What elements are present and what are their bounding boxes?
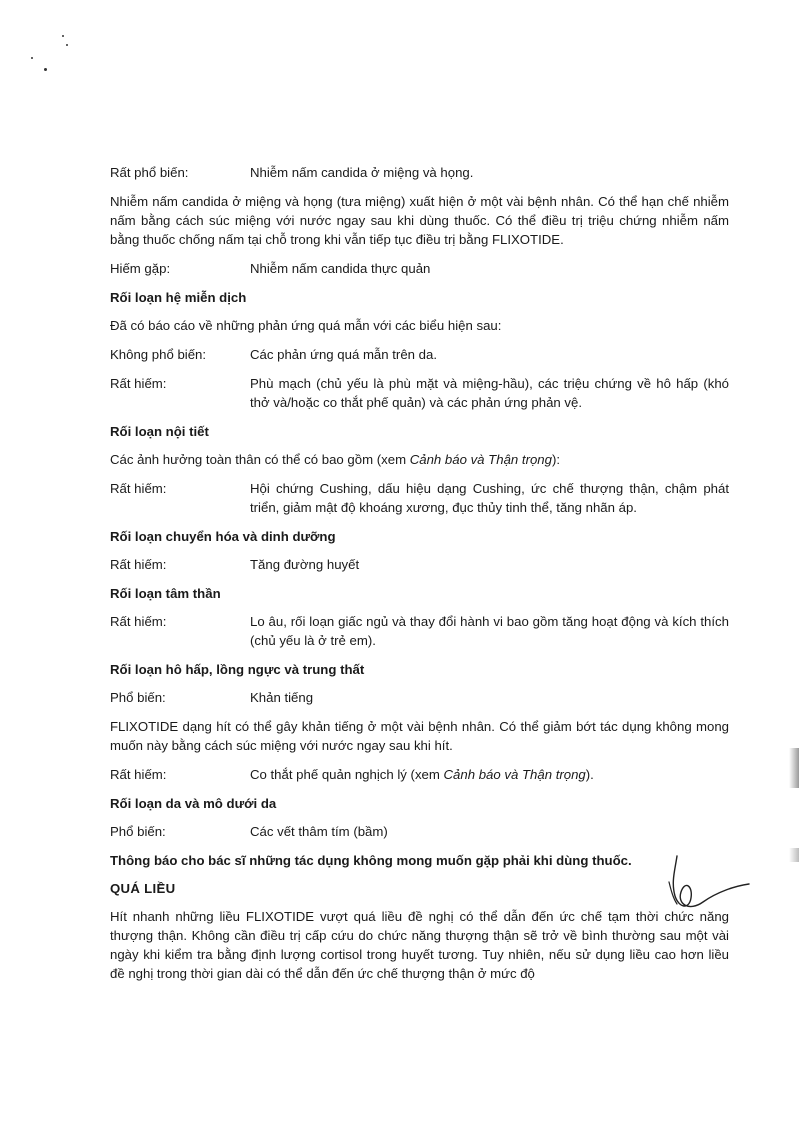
scan-edge-mark — [789, 848, 799, 862]
paragraph: Đã có báo cáo về những phản ứng quá mẫn với các biểu hiện sau: — [110, 318, 502, 333]
frequency-row — [110, 479, 729, 517]
frequency-label: Hiếm gặp: — [110, 261, 171, 276]
scan-edge-mark — [789, 748, 799, 788]
frequency-label: Rất phổ biến: — [110, 165, 189, 180]
text-span: ): — [551, 452, 561, 467]
frequency-label: Rất hiếm: — [110, 767, 167, 782]
frequency-row — [110, 163, 729, 182]
section-heading: Rối loạn nội tiết — [110, 424, 209, 439]
effect-text: Nhiễm nấm candida ở miệng và họng. — [250, 165, 474, 180]
scan-speck — [31, 57, 33, 59]
text-span: Co thắt phế quản nghịch lý (xem — [250, 767, 444, 782]
effect-text — [250, 765, 729, 784]
frequency-label: Rất hiếm: — [110, 481, 167, 496]
frequency-label: Rất hiếm: — [110, 614, 167, 629]
section-heading-overdose: QUÁ LIỀU — [110, 881, 176, 896]
effect-text: Các phản ứng quá mẫn trên da. — [250, 347, 437, 362]
scan-speck — [44, 68, 47, 71]
frequency-label: Không phổ biến: — [110, 347, 207, 362]
frequency-label: Rất hiếm: — [110, 557, 167, 572]
section-heading: Rối loạn tâm thần — [110, 586, 221, 601]
frequency-label: Phổ biến: — [110, 690, 166, 705]
frequency-row — [110, 555, 729, 574]
effect-text: Các vết thâm tím (bầm) — [250, 824, 388, 839]
doctor-notice: Thông báo cho bác sĩ những tác dụng không mong muốn gặp phải khi dùng thuốc. — [110, 853, 632, 868]
paragraph: Nhiễm nấm candida ở miệng và họng (tưa miệng) xuất hiện ở một vài bệnh nhân. Có thể hạn chế nhiễm nấm bằng cách súc miệng với nước ngay sau khi dùng thuốc. Có thể điều trị triệu chứng nhiễm nấm bằng thuốc chống nấm tại chỗ trong khi vẫn tiếp tục điều trị bằng FLIXOTIDE. — [110, 194, 729, 247]
section-heading: Rối loạn chuyển hóa và dinh dưỡng — [110, 529, 336, 544]
text-span: Các ảnh hưởng toàn thân có thể có bao gồm (xem — [110, 452, 410, 467]
effect-text: Lo âu, rối loạn giấc ngủ và thay đổi hành vi bao gồm tăng hoạt động và kích thích (chủ yếu là ở trẻ em). — [250, 614, 729, 648]
frequency-label: Rất hiếm: — [110, 376, 167, 391]
cross-reference: Cảnh báo và Thận trọng — [443, 767, 586, 782]
frequency-row — [110, 688, 729, 707]
paragraph: Hít nhanh những liều FLIXOTIDE vượt quá liều đề nghị có thể dẫn đến ức chế tạm thời chức năng thượng thận. Không cần điều trị cấp cứu do chức năng thượng thận sẽ trở về bình thường sau một vài ngày khi kiểm tra bằng định lượng cortisol trong huyết tương. Tuy nhiên, nếu sử dụng liều cao hơn liều đề nghị trong thời gian dài có thể dẫn đến ức chế thượng thận ở mức độ — [110, 909, 729, 981]
document-page — [110, 163, 729, 993]
scan-speck — [62, 35, 64, 37]
handwritten-signature — [655, 852, 755, 922]
frequency-row — [110, 612, 729, 650]
effect-text: Phù mạch (chủ yếu là phù mặt và miệng-hầu), các triệu chứng về hô hấp (khó thở và/hoặc co thắt phế quản) và các phản ứng phản vệ. — [250, 376, 729, 410]
section-heading: Rối loạn da và mô dưới da — [110, 796, 277, 811]
section-heading: Rối loạn hô hấp, lồng ngực và trung thất — [110, 662, 365, 677]
scan-speck — [66, 44, 68, 46]
frequency-row — [110, 765, 729, 784]
paragraph — [110, 450, 729, 469]
frequency-row — [110, 374, 729, 412]
text-span: ). — [585, 767, 594, 782]
frequency-label: Phổ biến: — [110, 824, 166, 839]
frequency-row — [110, 259, 729, 278]
section-heading: Rối loạn hệ miễn dịch — [110, 290, 247, 305]
effect-text: Tăng đường huyết — [250, 557, 360, 572]
cross-reference: Cảnh báo và Thận trọng — [409, 452, 552, 467]
effect-text: Nhiễm nấm candida thực quản — [250, 261, 431, 276]
frequency-row — [110, 345, 729, 364]
effect-text: Khản tiếng — [250, 690, 314, 705]
paragraph: FLIXOTIDE dạng hít có thể gây khản tiếng ở một vài bệnh nhân. Có thể giảm bớt tác dụng không mong muốn này bằng cách súc miệng với nước ngay sau khi hít. — [110, 719, 729, 753]
frequency-row — [110, 822, 729, 841]
effect-text: Hội chứng Cushing, dấu hiệu dạng Cushing, ức chế thượng thận, chậm phát triển, giảm mật độ khoáng xương, đục thủy tinh thể, tăng nhãn áp. — [250, 481, 729, 515]
